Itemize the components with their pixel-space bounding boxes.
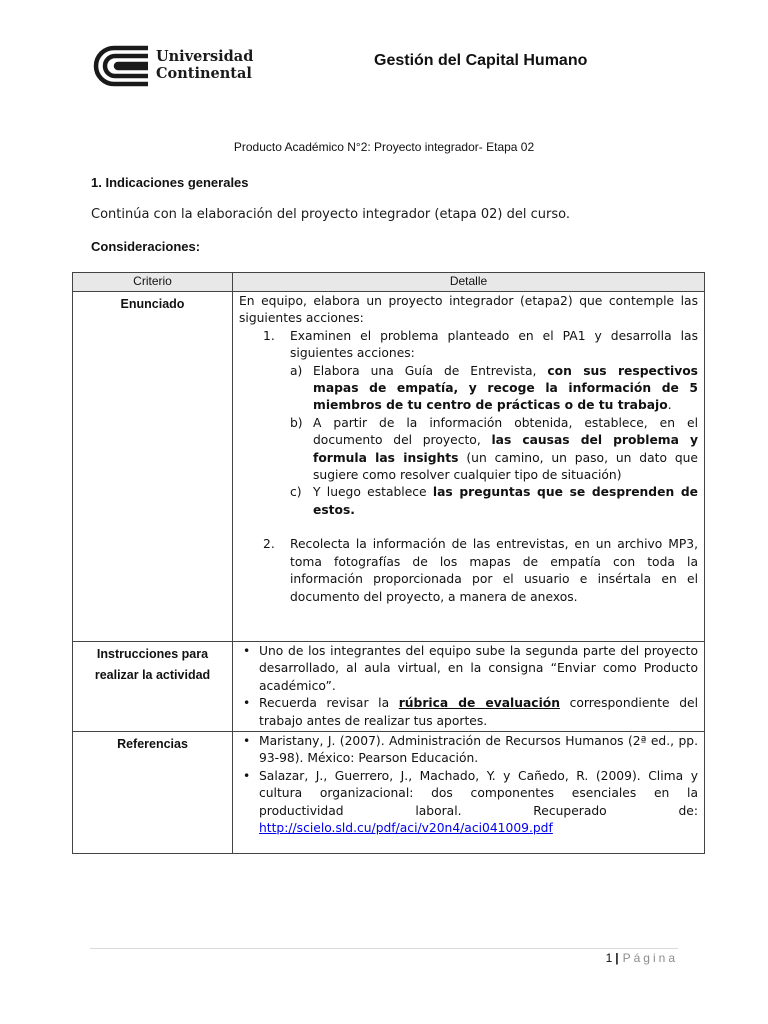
footer-divider <box>90 948 678 949</box>
list-letter: b) <box>290 415 303 430</box>
table-row <box>73 292 705 642</box>
table-row <box>73 642 705 732</box>
sub-list-item <box>290 363 698 415</box>
reference-text: Maristany, J. (2007). Administración de Recursos Humanos (2ª ed., pp. 93-98). México: Pearson Educación. <box>259 734 698 766</box>
bullet-text-end: correspondiente del trabajo antes de realizar tus aportes. <box>259 696 698 728</box>
bullet-dot-icon: • <box>243 644 251 658</box>
criteria-table <box>72 272 705 854</box>
course-title: Gestión del Capital Humano <box>374 52 588 69</box>
header-criterio: Criterio <box>73 273 233 292</box>
item-text: Recolecta la información de las entrevistas, en un archivo MP3, toma fotografías de los mapas de empatía con toda la información proporcionada por el usuario e insértala en el documento del proyecto, a manera de anexos. <box>290 537 698 604</box>
intro-paragraph: Continúa con la elaboración del proyecto integrador (etapa 02) del curso. <box>91 207 570 222</box>
section-heading: 1. Indicaciones generales <box>91 175 249 190</box>
list-letter: a) <box>290 363 303 378</box>
bullet-dot-icon: • <box>243 768 251 783</box>
detalle-cell <box>233 732 705 854</box>
sub-item-text: Y luego establece <box>313 485 433 500</box>
reference-link[interactable]: http://scielo.sld.cu/pdf/aci/v20n4/aci041009.pdf <box>259 821 553 836</box>
university-logo-icon <box>90 42 152 90</box>
sub-item-bold: las causas del problema y formula las insights <box>313 433 698 465</box>
sub-actions-list <box>290 363 698 520</box>
university-logo <box>90 42 260 92</box>
sub-list-item <box>290 484 698 519</box>
sub-item-bold: con sus respectivos mapas de empatía, y recoge la información de 5 miembros de tu centro de prácticas o de tu trabajo <box>313 363 698 413</box>
bullet-dot-icon: • <box>243 696 251 711</box>
list-item <box>263 536 698 606</box>
actions-list <box>239 328 698 606</box>
footer-separator: | <box>615 951 619 965</box>
sub-item-text-end: . <box>667 398 672 413</box>
list-number: 1. <box>263 328 275 343</box>
detalle-cell <box>233 642 705 732</box>
list-item <box>239 733 698 768</box>
sub-item-text-end: (un camino, un paso, un dato que sugiere como resolver cualquier tipo de situación) <box>313 450 698 483</box>
rubric-emphasis: rúbrica de evaluación <box>398 696 560 711</box>
list-item <box>239 643 698 695</box>
bullet-dot-icon: • <box>243 734 251 749</box>
criterio-cell: Referencias <box>73 732 233 854</box>
sub-item-text: A partir de la información obtenida, establece, en el documento del proyecto, <box>313 415 698 448</box>
header-detalle: Detalle <box>233 273 705 292</box>
document-title: Producto Académico N°2: Proyecto integrador- Etapa 02 <box>233 140 535 154</box>
logo-wordmark <box>156 48 253 82</box>
criterio-cell: Enunciado <box>73 292 233 642</box>
list-letter: c) <box>290 485 302 500</box>
list-item <box>263 328 698 536</box>
table-row <box>73 732 705 854</box>
logo-line-1: Universidad <box>156 48 254 65</box>
logo-line-2: Continental <box>156 65 252 82</box>
list-item <box>239 768 698 838</box>
page-word: Página <box>622 951 678 965</box>
page-header <box>0 0 768 110</box>
criterio-cell: Instrucciones para realizar la actividad <box>73 642 233 732</box>
reference-text: Salazar, J., Guerrero, J., Machado, Y. y Cañedo, R. (2009). Clima y cultura organizacional: dos componentes esenciales en la productividad laboral. Recuperado de: <box>259 768 698 818</box>
detalle-cell <box>233 292 705 642</box>
sub-list-item <box>290 415 698 485</box>
bullet-text: Recuerda revisar la <box>259 696 399 711</box>
list-number: 2. <box>263 537 275 552</box>
references-list <box>239 733 698 837</box>
page-number: 1 <box>605 951 613 965</box>
instructions-list <box>239 643 698 730</box>
bullet-text: Uno de los integrantes del equipo sube la segunda parte del proyecto desarrollado, al aula virtual, en la consigna “Enviar como Producto académico”. <box>259 644 698 693</box>
sub-item-bold: las preguntas que se desprenden de estos. <box>313 485 698 517</box>
table-header-row <box>73 273 705 292</box>
considerations-label: Consideraciones: <box>91 239 201 254</box>
sub-item-text: Elabora una Guía de Entrevista, <box>313 363 548 378</box>
item-text: Examinen el problema planteado en el PA1 y desarrolla las siguientes acciones: <box>290 328 698 361</box>
page-footer <box>606 951 678 965</box>
list-item <box>239 695 698 730</box>
enunciado-intro: En equipo, elabora un proyecto integrador (etapa2) que contemple las siguientes acciones: <box>239 294 698 326</box>
